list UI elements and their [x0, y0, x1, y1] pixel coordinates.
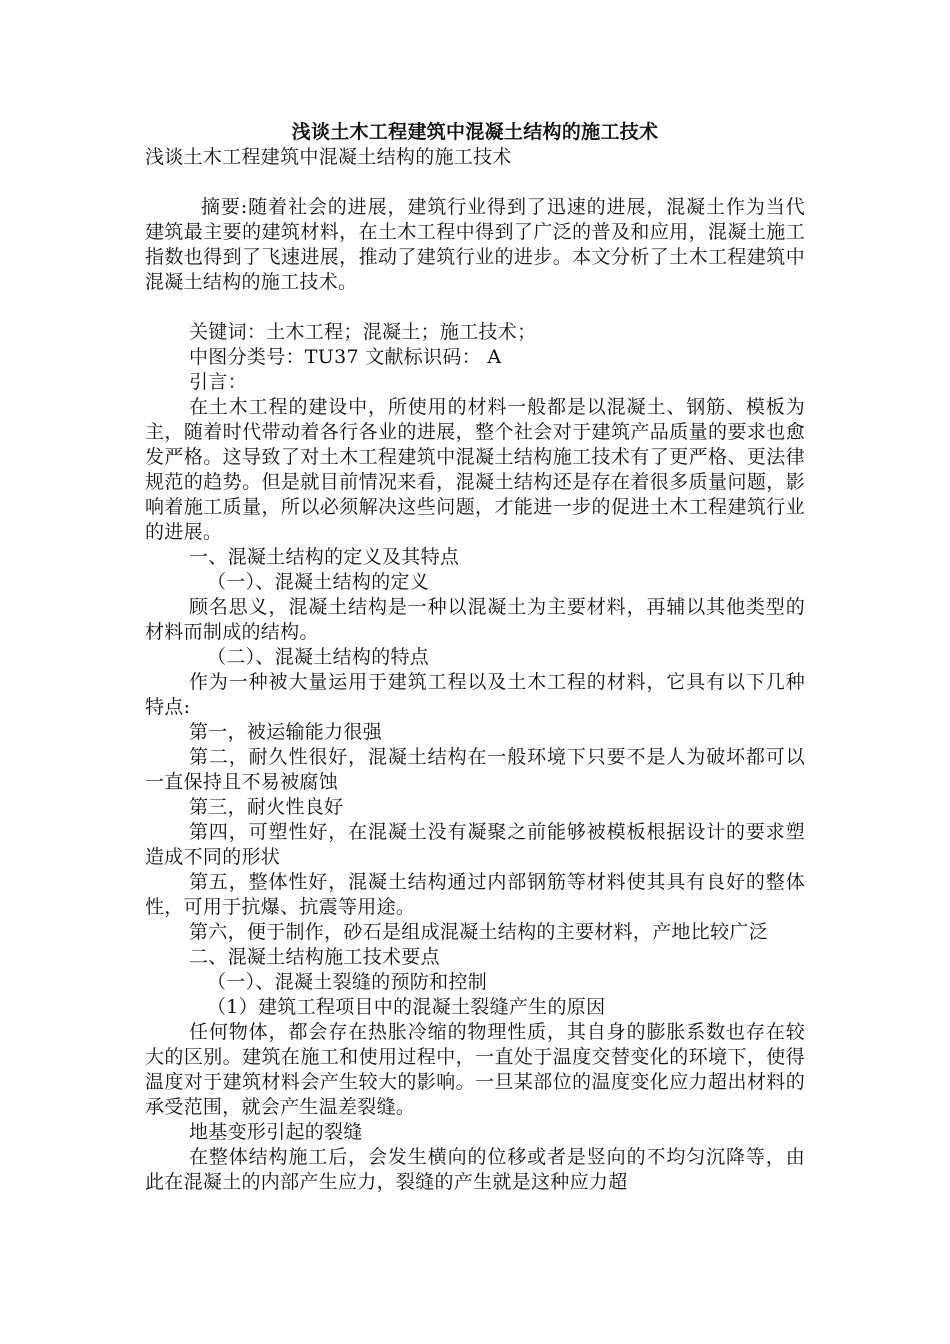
- classification-line: 中图分类号：TU37 文献标识码： A: [189, 346, 502, 368]
- intro-label: 引言：: [189, 371, 247, 393]
- document-subtitle: 浅谈土木工程建筑中混凝土结构的施工技术: [145, 146, 512, 168]
- keywords-line: 关键词：土木工程；混凝土；施工技术；: [189, 321, 537, 343]
- abstract-paragraph: 摘要:随着社会的进展，建筑行业得到了迅速的进展，混凝土作为当代建筑最主要的建筑材料，在土木工程中得到了广泛的普及和应用，混凝土施工指数也得到了飞速进展，推动了建筑行业的进步。本文分析了土木工程建筑中混凝土结构的施工技术。: [145, 196, 805, 293]
- feature-item-1: 第一，被运输能力很强: [189, 721, 383, 743]
- foundation-crack-paragraph: 在整体结构施工后，会发生横向的位移或者是竖向的不均匀沉降等，由此在混凝土的内部产生应力，裂缝的产生就是这种应力超: [145, 1146, 805, 1193]
- features-intro-paragraph: 作为一种被大量运用于建筑工程以及土木工程的材料，它具有以下几种特点:: [145, 671, 805, 718]
- feature-item-6: 第六，便于制作，砂石是组成混凝土结构的主要材料，产地比较广泛: [189, 921, 769, 943]
- feature-item-4: 第四，可塑性好，在混凝土没有凝聚之前能够被模板根据设计的要求塑造成不同的形状: [145, 821, 805, 868]
- feature-item-5: 第五，整体性好，混凝土结构通过内部钢筋等材料使其具有良好的整体性，可用于抗爆、抗震等用途。: [145, 871, 805, 918]
- document-page: [145, 120, 805, 1195]
- definition-paragraph: 顾名思义，混凝土结构是一种以混凝土为主要材料，再辅以其他类型的材料而制成的结构。: [145, 596, 805, 643]
- subsubsection-heading-1: （1）建筑工程项目中的混凝土裂缝产生的原因: [207, 996, 606, 1018]
- feature-item-2: 第二，耐久性很好，混凝土结构在一般环境下只要不是人为破坏都可以一直保持且不易被腐蚀: [145, 746, 805, 793]
- subsection-heading-3: （一）、混凝土裂缝的预防和控制: [207, 971, 488, 993]
- spacer: [145, 170, 805, 195]
- subsection-heading-1: （一）、混凝土结构的定义: [207, 571, 430, 593]
- feature-item-3: 第三，耐火性良好: [189, 796, 344, 818]
- document-title: 浅谈土木工程建筑中混凝土结构的施工技术: [291, 121, 659, 143]
- section-heading-2: 二、混凝土结构施工技术要点: [189, 946, 440, 968]
- section-heading-1: 一、混凝土结构的定义及其特点: [189, 546, 460, 568]
- subsection-heading-2: （二）、混凝土结构的特点: [207, 646, 430, 668]
- intro-paragraph: 在土木工程的建设中，所使用的材料一般都是以混凝土、钢筋、模板为主，随着时代带动着各行各业的进展，整个社会对于建筑产品质量的要求也愈发严格。这导致了对土木工程建筑中混凝土结构施工技术有了更严格、更法律规范的趋势。但是就目前情况来看，混凝土结构还是存在着很多质量问题，影响着施工质量，所以必须解决这些问题，才能进一步的促进土木工程建筑行业的进展。: [145, 396, 805, 543]
- temperature-crack-paragraph: 任何物体，都会存在热胀冷缩的物理性质，其自身的膨胀系数也存在较大的区别。建筑在施工和使用过程中，一直处于温度交替变化的环境下，使得温度对于建筑材料会产生较大的影响。一旦某部位的温度变化应力超出材料的承受范围，就会产生温差裂缝。: [145, 1021, 805, 1118]
- subsubsection-heading-2: 地基变形引起的裂缝: [189, 1121, 363, 1143]
- spacer: [145, 295, 805, 320]
